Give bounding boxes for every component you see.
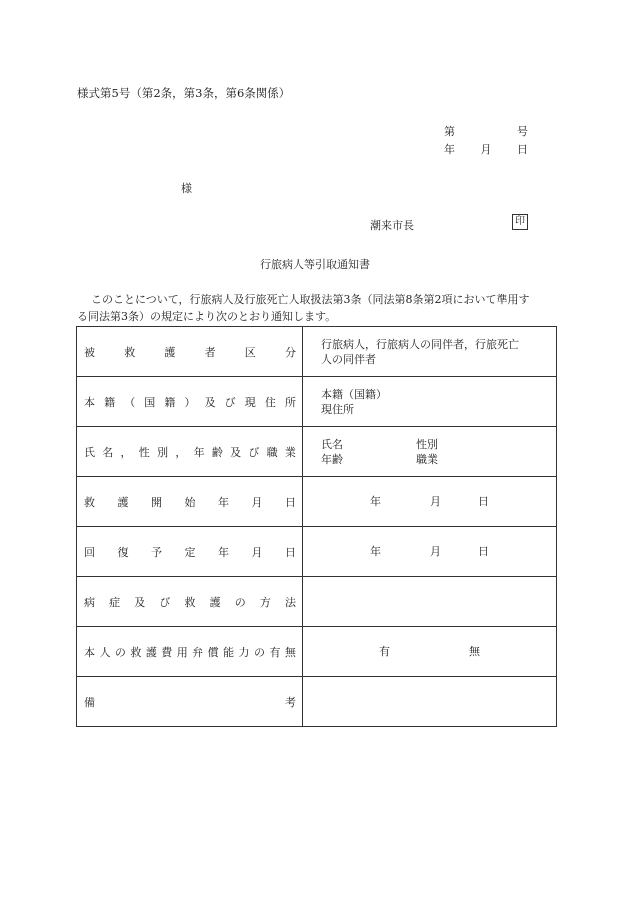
seal-stamp: 印 — [512, 214, 528, 230]
table-row — [77, 427, 557, 477]
row-label: 本 籍 （ 国 籍 ） 及 び 現 住 所 — [84, 395, 296, 409]
table-row — [77, 577, 557, 627]
row-value-cell[interactable] — [303, 677, 557, 727]
date-unit: 日 — [478, 545, 489, 558]
number-suffix: 号 — [517, 125, 528, 138]
field-label: 職業 — [416, 452, 438, 466]
row-label-cell — [77, 427, 303, 477]
issuer-name: 潮来市長 — [370, 219, 414, 232]
table-row — [77, 677, 557, 727]
date-unit: 月 — [430, 495, 441, 508]
value-line: 本籍（国籍） — [321, 387, 387, 401]
option-label: 有 — [379, 645, 390, 658]
option-label: 無 — [469, 645, 480, 658]
row-label: 氏 名 ， 性 別 ， 年 齢 及 び 職 業 — [84, 445, 296, 459]
field-label: 性別 — [416, 437, 438, 451]
year-label: 年 — [444, 143, 455, 156]
row-value-cell[interactable] — [303, 627, 557, 677]
addressee-honorific: 様 — [181, 182, 192, 195]
document-number — [444, 123, 528, 139]
row-value-cell[interactable] — [303, 577, 557, 627]
value-line: 現住所 — [321, 402, 354, 416]
row-label-cell — [77, 477, 303, 527]
row-value-cell[interactable] — [303, 377, 557, 427]
document-title: 行旅病人等引取通知書 — [260, 258, 370, 271]
intro-line: このことについて，行旅病人及行旅死亡人取扱法第3条（同法第8条第2項において準用す — [91, 293, 530, 306]
row-label: 病 症 及 び 救 護 の 方 法 — [84, 595, 296, 609]
form-number: 様式第5号（第2条，第3条，第6条関係） — [77, 86, 291, 100]
row-label: 救 護 開 始 年 月 日 — [84, 495, 296, 509]
notification-table — [76, 326, 557, 727]
row-value-cell[interactable] — [303, 477, 557, 527]
day-label: 日 — [517, 143, 528, 156]
date-unit: 日 — [478, 495, 489, 508]
row-label-cell — [77, 577, 303, 627]
intro-paragraph — [77, 291, 557, 325]
number-prefix: 第 — [444, 125, 455, 138]
field-label: 氏名 — [321, 437, 343, 451]
value-line: 行旅病人，行旅病人の同伴者，行旅死亡 — [321, 337, 519, 351]
row-label: 回 復 予 定 年 月 日 — [84, 545, 296, 559]
field-label: 年齢 — [321, 452, 343, 466]
date-unit: 月 — [430, 545, 441, 558]
row-label-cell — [77, 527, 303, 577]
date-unit: 年 — [370, 495, 381, 508]
table-row — [77, 627, 557, 677]
row-label-cell — [77, 377, 303, 427]
row-label: 備 考 — [84, 695, 296, 709]
row-value-cell[interactable] — [303, 327, 557, 377]
row-label: 本 人 の 救 護 費 用 弁 償 能 力 の 有 無 — [84, 645, 296, 659]
row-label-cell — [77, 677, 303, 727]
row-label: 被 救 護 者 区 分 — [84, 345, 296, 359]
intro-line: る同法第3条）の規定により次のとおり通知します。 — [77, 310, 337, 323]
date-unit: 年 — [370, 545, 381, 558]
table-row — [77, 377, 557, 427]
row-label-cell — [77, 627, 303, 677]
row-label-cell — [77, 327, 303, 377]
row-value-cell[interactable] — [303, 527, 557, 577]
issue-date — [444, 141, 528, 157]
row-value-cell[interactable] — [303, 427, 557, 477]
month-label: 月 — [480, 143, 492, 156]
table-row — [77, 327, 557, 377]
table-row — [77, 477, 557, 527]
table-row — [77, 527, 557, 577]
value-line: 人の同伴者 — [321, 352, 376, 366]
